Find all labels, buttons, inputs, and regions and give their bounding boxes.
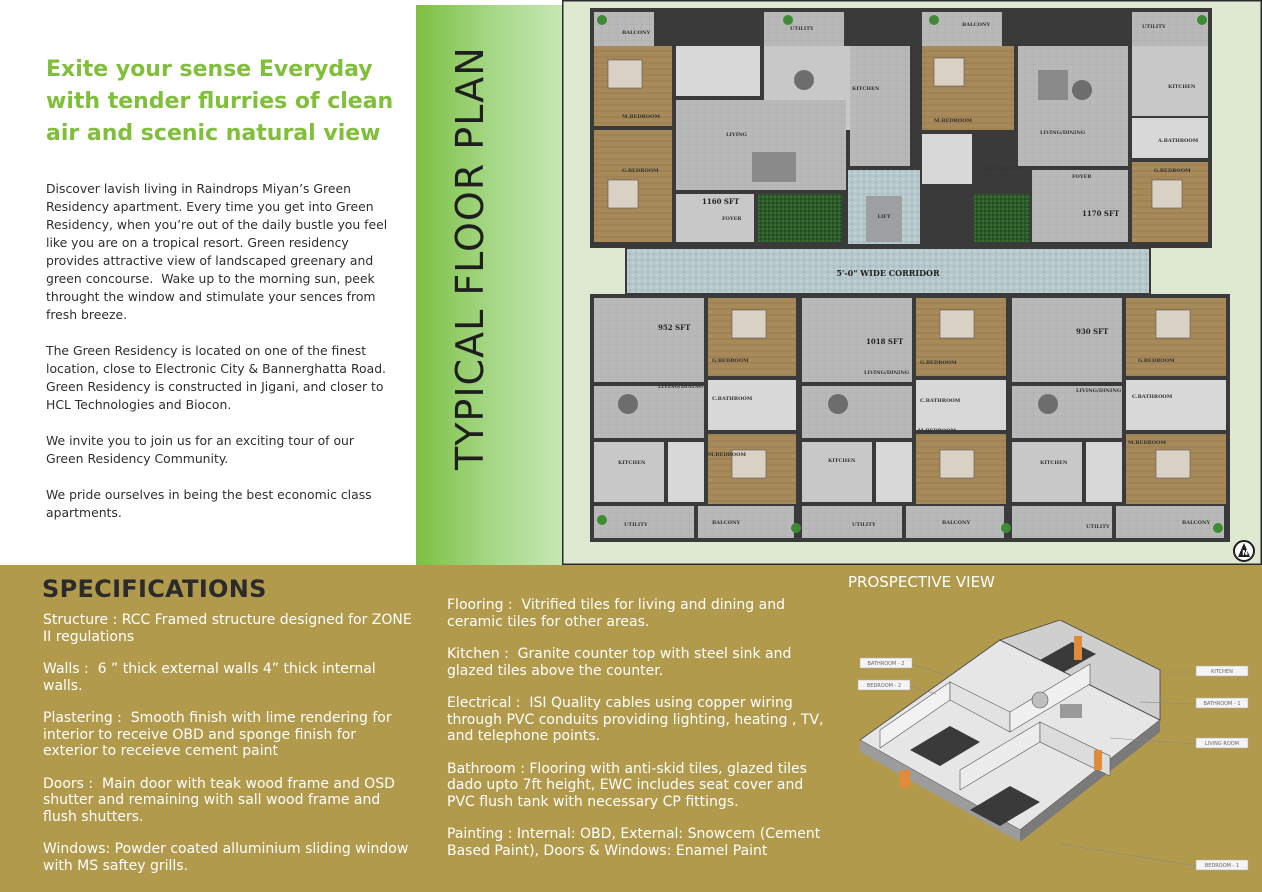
room-label: UTILITY — [1086, 524, 1110, 530]
spec-item: Bathroom : Flooring with anti-skid tiles, glazed tiles dado upto 7ft height, EWC includes seat cover and PVC flush tank with necessary CP fittings. — [447, 760, 812, 810]
spec-item: Doors : Main door with teak wood frame and OSD shutter and remaining with sall wood frame and flush shutters. — [43, 775, 400, 825]
room-label: M.BEDROOM — [622, 114, 661, 120]
intro-headline: Exite your sense Everyday with tender flurries of clean air and scenic natural view — [46, 57, 394, 146]
room-label: G.BEDROOM — [622, 168, 659, 174]
corridor — [626, 248, 1150, 294]
floor-plan — [562, 0, 1262, 565]
room-label: BALCONY — [712, 520, 741, 526]
area-label: 1170 SFT — [1082, 209, 1120, 218]
iso-label-bathroom2: BATHROOM - 2 — [867, 661, 905, 667]
iso-label-living: LIVING ROOM — [1204, 741, 1240, 747]
upper-flats — [590, 8, 1212, 248]
room-label: BALCONY — [1182, 520, 1211, 526]
room-label: KITCHEN — [1168, 84, 1196, 90]
intro-paragraph: Discover lavish living in Raindrops Miyan’s Green Residency apartment. Every time you get into Green Residency, when you’re out of the daily bustle you feel like you are on a tropical resort. Green residency provides attractive view of landscaped greenary and green concourse. Wake up to the morning sun, peek throught the window and stimulate your sences from fresh breeze. — [46, 181, 392, 322]
intro-section — [0, 0, 416, 565]
room-label: BALCONY — [942, 520, 971, 526]
room-label: G.BEDROOM — [712, 358, 749, 364]
room-label: LIVING/DINING — [864, 370, 910, 376]
iso-label-bedroom2: BEDROOM - 2 — [866, 683, 902, 689]
room-label: BALCONY — [962, 22, 991, 28]
lift-label: LIFT — [877, 214, 891, 220]
room-label: LIVING — [726, 132, 747, 138]
room-label: KITCHEN — [852, 86, 880, 92]
intro-body — [46, 180, 391, 540]
area-label: 930 SFT — [1076, 327, 1109, 336]
room-label: KITCHEN — [1040, 460, 1068, 466]
area-label: 1018 SFT — [866, 337, 904, 346]
north-label: N — [1242, 549, 1248, 557]
iso-label-kitchen: KITCHEN — [1211, 669, 1233, 675]
room-label: UTILITY — [624, 522, 648, 528]
room-label: A.BATHROOM — [982, 166, 1023, 172]
spec-item: Kitchen : Granite counter top with steel sink and glazed tiles above the counter. — [447, 646, 796, 679]
area-label: 1160 SFT — [702, 197, 740, 206]
room-label: FOYER — [1072, 174, 1092, 180]
room-label: UTILITY — [852, 522, 876, 528]
floor-plan-drawing — [562, 0, 1262, 565]
room-label: LIVING/DINING — [658, 384, 704, 390]
room-label: C.BATHROOM — [712, 396, 753, 402]
iso-label-bathroom1: BATHROOM - 1 — [1203, 701, 1241, 707]
spec-list-right — [447, 597, 827, 875]
room-label: M.BEDROOM — [708, 452, 747, 458]
spec-item: Plastering : Smooth finish with lime rendering for interior to receive OBD and sponge finish for exterior to receieve cement paint — [43, 710, 397, 759]
spec-item: Flooring : Vitrified tiles for living and dining and ceramic tiles for other areas. — [447, 597, 790, 630]
room-label: M.BEDROOM — [918, 428, 957, 434]
room-label: KITCHEN — [828, 458, 856, 464]
room-label: M.BEDROOM — [1128, 440, 1167, 446]
prospective-view-drawing — [840, 620, 1260, 890]
spec-item: Windows: Powder coated alluminium sliding window with MS saftey grills. — [43, 841, 413, 874]
room-label: KITCHEN — [618, 460, 646, 466]
room-label: UTILITY — [1142, 24, 1166, 30]
area-label: 952 SFT — [658, 323, 691, 332]
room-label: G.BEDROOM — [1154, 168, 1191, 174]
room-label: LIVING/DINING — [1076, 388, 1122, 394]
spec-item: Structure : RCC Framed structure designed for ZONE II regulations — [43, 612, 417, 645]
corridor-label: 5'-0" WIDE CORRIDOR — [836, 268, 940, 278]
spec-item: Walls : 6 ” thick external walls 4” thick internal walls. — [43, 661, 381, 694]
room-label: A.BATHROOM — [1158, 138, 1199, 144]
specifications-heading: SPECIFICATIONS — [42, 575, 267, 603]
room-label: C.BATHROOM — [920, 398, 961, 404]
room-label: BALCONY — [622, 30, 651, 36]
room-label: M.BEDROOM — [934, 118, 973, 124]
lower-flats — [590, 294, 1230, 542]
iso-label-bedroom1: BEDROOM - 1 — [1204, 863, 1240, 869]
intro-paragraph: The Green Residency is located on one of the finest location, close to Electronic City & Bannerghatta Road. Green Residency is constructed in Jigani, and closer to HCL Technologies and Biocon. — [46, 343, 390, 412]
spec-item: Electrical : ISI Quality cables using copper wiring through PVC conduits providing lighting, heating , TV, and telephone points. — [447, 695, 828, 744]
spec-list-left — [43, 612, 417, 890]
north-arrow-icon — [1234, 541, 1254, 561]
floor-plan-title: TYPICAL FLOOR PLAN — [448, 46, 492, 470]
room-label: C.BATHROOM — [1132, 394, 1173, 400]
intro-paragraph: We invite you to join us for an exciting tour of our Green Residency Community. — [46, 433, 358, 466]
room-label: UTILITY — [790, 26, 814, 32]
room-label: LIVING/DINING — [1040, 130, 1086, 136]
spec-item: Painting : Internal: OBD, External: Snowcem (Cement Based Paint), Doors & Windows: Enamel Paint — [447, 826, 825, 859]
prospective-view-title: PROSPECTIVE VIEW — [848, 573, 995, 591]
room-label: FOYER — [722, 216, 742, 222]
room-label: G.BEDROOM — [920, 360, 957, 366]
room-label: G.BEDROOM — [1138, 358, 1175, 364]
specifications-section — [0, 565, 1262, 892]
intro-paragraph: We pride ourselves in being the best economic class apartments. — [46, 487, 376, 520]
